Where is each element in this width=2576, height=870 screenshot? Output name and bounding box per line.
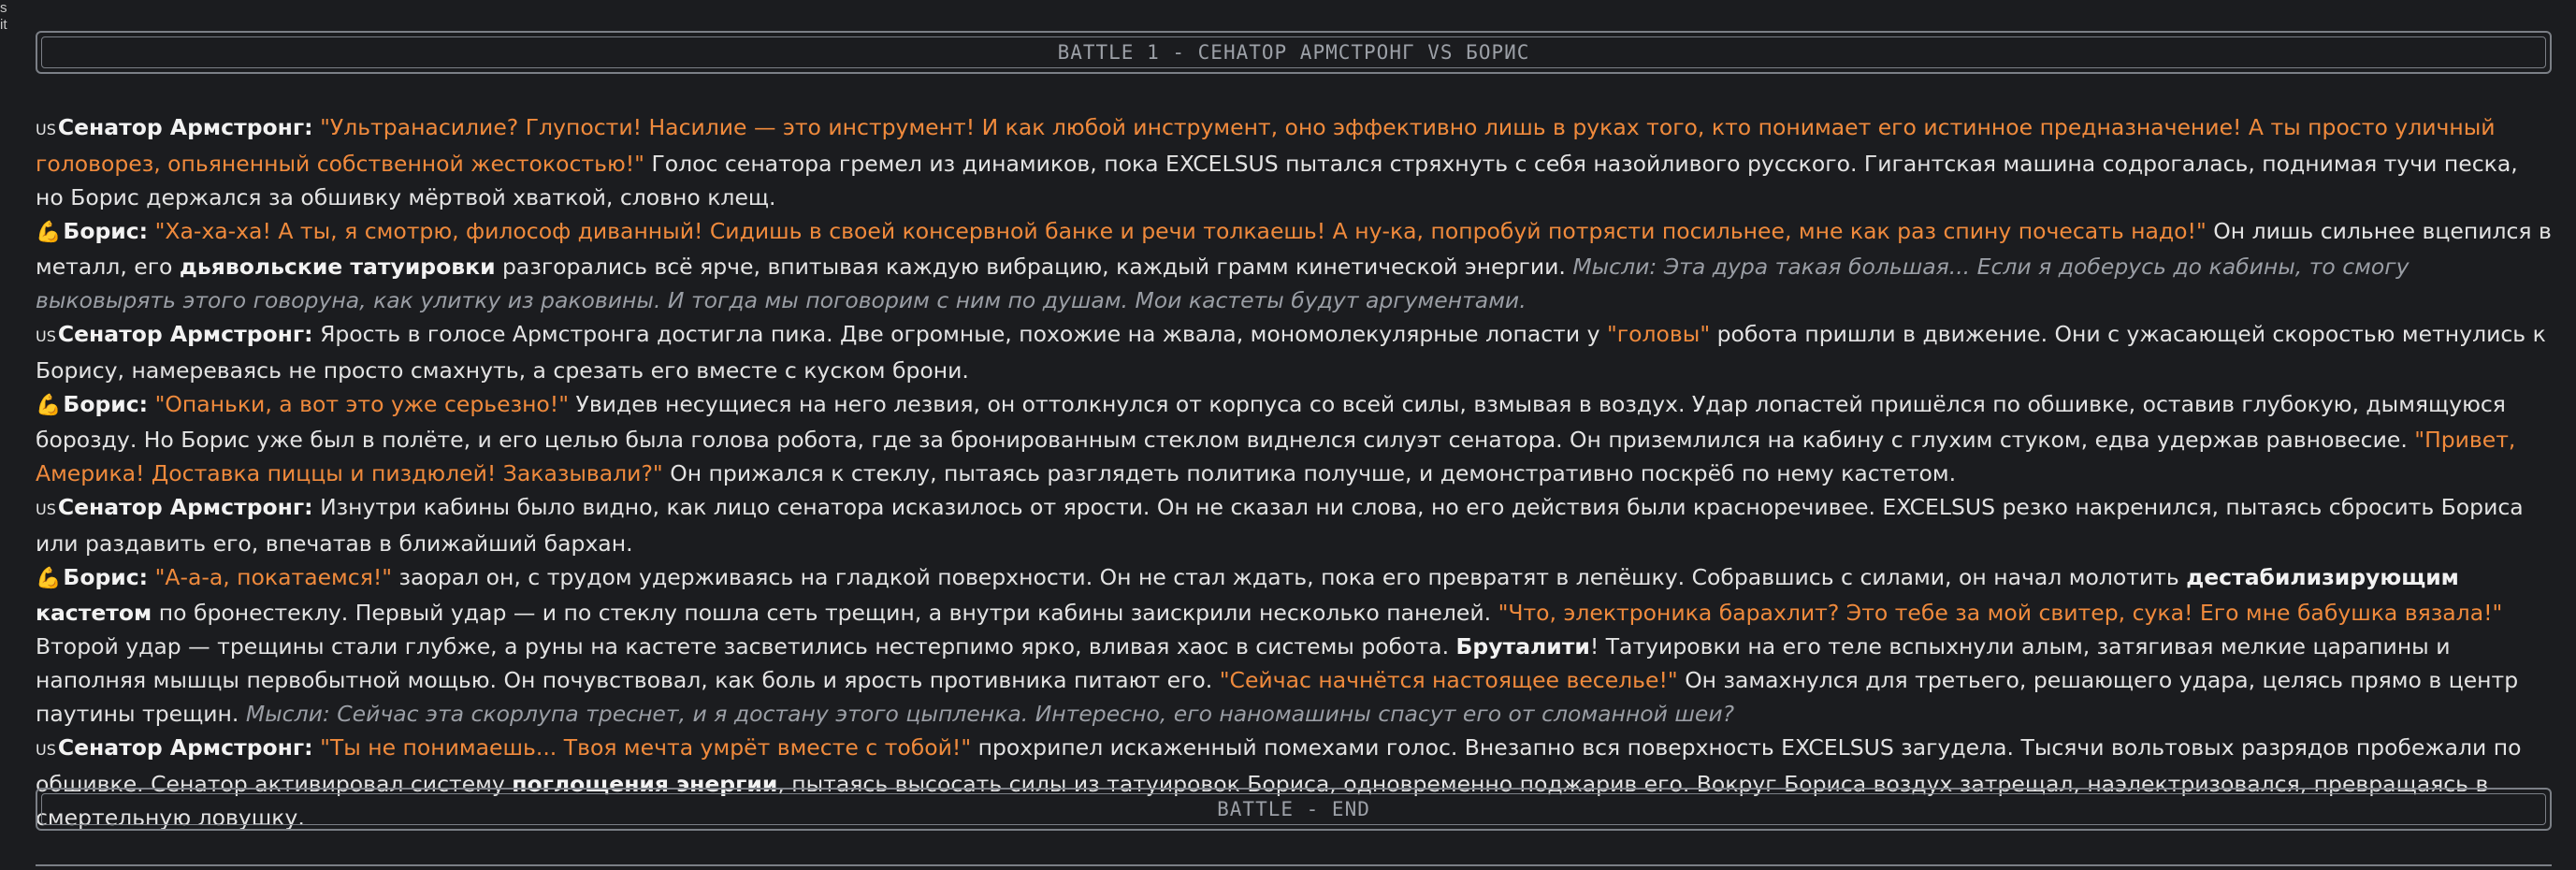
thought-text: Мысли: Эта дура такая большая... Если я доберусь до кабины, то смогу выковырять этого говоруна, как улитку из раковины. И тогда мы поговорим с ним по душам. Мои кастеты будут аргументами.	[36, 254, 2410, 313]
us-flag-icon: US	[36, 121, 56, 138]
narration-text: Увидев несущиеся на него лезвия, он оттолкнулся от корпуса со всей силы, взмывая в воздух. Удар лопастей пришёлся по обшивке, оставив глубокую, дымящуюся борозду. Но Борис уже был в полёте, и его целью была голова робота, где за бронированным стеклом виднелся силуэт сенатора. Он приземлился на кабину с глухим стуком, едва удержав равновесие.	[36, 391, 2506, 453]
battle-header-title: BATTLE 1 - СЕНАТОР АРМСТРОНГ VS БОРИС	[1057, 41, 1530, 64]
log-paragraph	[36, 317, 2552, 387]
narration-text: прохрипел искаженный помехами голос. Внезапно вся поверхность EXCELSUS загудела. Тысячи вольтовых разрядов пробежали по обшивке. Сенатор активировал систему	[36, 734, 2522, 797]
speaker-name: Сенатор Армстронг:	[57, 114, 313, 140]
battle-header-banner	[36, 31, 2552, 74]
quoted-speech: "Ультранасилие? Глупости! Насилие — это инструмент! И как любой инструмент, оно эффективно лишь в руках того, кто понимает его истинное предназначение! А ты просто уличный головорез, опьяненный собственной жестокостью!"	[36, 114, 2496, 177]
speaker-name: Сенатор Армстронг:	[57, 321, 313, 347]
quoted-speech: "Сейчас начнётся настоящее веселье!"	[1219, 667, 1678, 693]
log-paragraph	[36, 490, 2552, 560]
speaker-name: Сенатор Армстронг:	[57, 494, 313, 520]
narration-text: робота пришли в движение. Они с ужасающей скоростью метнулись к Борису, намереваясь не просто смахнуть, а срезать его вместе с куском брони.	[36, 321, 2546, 384]
quoted-speech: "Привет, Америка! Доставка пиццы и пиздюлей! Заказывали?"	[36, 427, 2516, 486]
narration-text: заорал он, с трудом удерживаясь на гладкой поверхности. Он не стал ждать, пока его превратят в лепёшку. Собравшись с силами, он начал молотить	[392, 564, 2187, 590]
edge-text-line: it	[0, 17, 7, 33]
emphasis-text: Бруталити	[1455, 633, 1590, 660]
emphasis-text: поглощения энергии	[512, 771, 778, 797]
us-flag-icon: US	[36, 327, 56, 345]
quoted-speech: "Опаньки, а вот это уже серьезно!"	[154, 391, 570, 417]
narration-text: ! Татуировки на его теле вспыхнули алым, затягивая мелкие царапины и наполняя мышцы первобытной мощью. Он почувствовал, как боль и ярость противника питают его.	[36, 633, 2451, 693]
speaker-name: Борис:	[63, 218, 149, 244]
speaker-name: Борис:	[63, 391, 149, 417]
us-flag-icon: US	[36, 500, 56, 518]
thought-text: Мысли: Сейчас эта скорлупа треснет, и я достану этого цыпленка. Интересно, его наномашины спасут его от сломанной шеи?	[245, 701, 1735, 727]
us-flag-icon: US	[36, 741, 56, 759]
emphasis-text: дьявольские татуировки	[179, 254, 496, 280]
flexed-biceps-icon: 💪	[36, 567, 62, 590]
log-paragraph	[36, 387, 2552, 490]
speaker-name: Борис:	[63, 564, 149, 590]
narration-text: Он лишь сильнее вцепился в металл, его	[36, 218, 2552, 280]
quoted-speech: "Ха-ха-ха! А ты, я смотрю, философ диванный! Сидишь в своей консервной банке и речи толкаешь! А ну-ка, попробуй потрясти посильнее, мне как раз спину почесать надо!"	[154, 218, 2207, 244]
narration-text: Второй удар — трещины стали глубже, а руны на кастете засветились нестерпимо ярко, вливая хаос в системы робота.	[36, 633, 1456, 660]
narration-text: Изнутри кабины было видно, как лицо сенатора исказилось от ярости. Он не сказал ни слова, но его действия были красноречивее. EXCELSUS резко накренился, пытаясь сбросить Бориса или раздавить его, впечатав в ближайший бархан.	[36, 494, 2524, 557]
narration-text: Он прижался к стеклу, пытаясь разглядеть политика получше, и демонстративно поскрёб по нему кастетом.	[662, 460, 1957, 486]
divider	[36, 864, 2552, 866]
log-paragraph	[36, 110, 2552, 214]
quoted-speech: "А-а-а, покатаемся!"	[154, 564, 393, 590]
log-paragraph	[36, 560, 2552, 731]
flexed-biceps-icon: 💪	[36, 394, 62, 417]
window-edge-text	[0, 0, 7, 34]
battle-footer-title: BATTLE - END	[1217, 798, 1370, 820]
narration-text: по бронестеклу. Первый удар — и по стеклу пошла сеть трещин, а внутри кабины заискрили несколько панелей.	[152, 600, 1498, 626]
narration-text: Голос сенатора гремел из динамиков, пока EXCELSUS пытался стряхнуть с себя назойливого русского. Гигантская машина содрогалась, поднимая тучи песка, но Борис держался за обшивку мёртвой хваткой, словно клещ.	[36, 151, 2518, 210]
log-paragraph	[36, 214, 2552, 317]
narration-text: разгорались всё ярче, впитывая каждую вибрацию, каждый грамм кинетической энергии.	[495, 254, 1573, 280]
speaker-name: Сенатор Армстронг:	[57, 734, 313, 761]
narration-text: Он замахнулся для третьего, решающего удара, целясь прямо в центр паутины трещин.	[36, 667, 2519, 727]
emphasis-text: дестабилизирующим кастетом	[36, 564, 2459, 626]
flexed-biceps-icon: 💪	[36, 221, 62, 244]
battle-footer-banner	[36, 788, 2552, 831]
quoted-speech: "Ты не понимаешь... Твоя мечта умрёт вместе с тобой!"	[320, 734, 972, 761]
battle-log	[36, 110, 2552, 834]
edge-text-line: s	[0, 0, 7, 16]
narration-text: , пытаясь высосать силы из татуировок Бориса, одновременно поджарив его. Вокруг Бориса воздух затрещал, наэлектризовался, превращаясь в смертельную ловушку.	[36, 771, 2489, 831]
quoted-speech: "Что, электроника барахлит? Это тебе за мой свитер, сука! Его мне бабушка вязала!"	[1498, 600, 2503, 626]
quoted-speech: "головы"	[1607, 321, 1711, 347]
narration-text: Ярость в голосе Армстронга достигла пика. Две огромные, похожие на жвала, мономолекулярные лопасти у	[320, 321, 1607, 347]
